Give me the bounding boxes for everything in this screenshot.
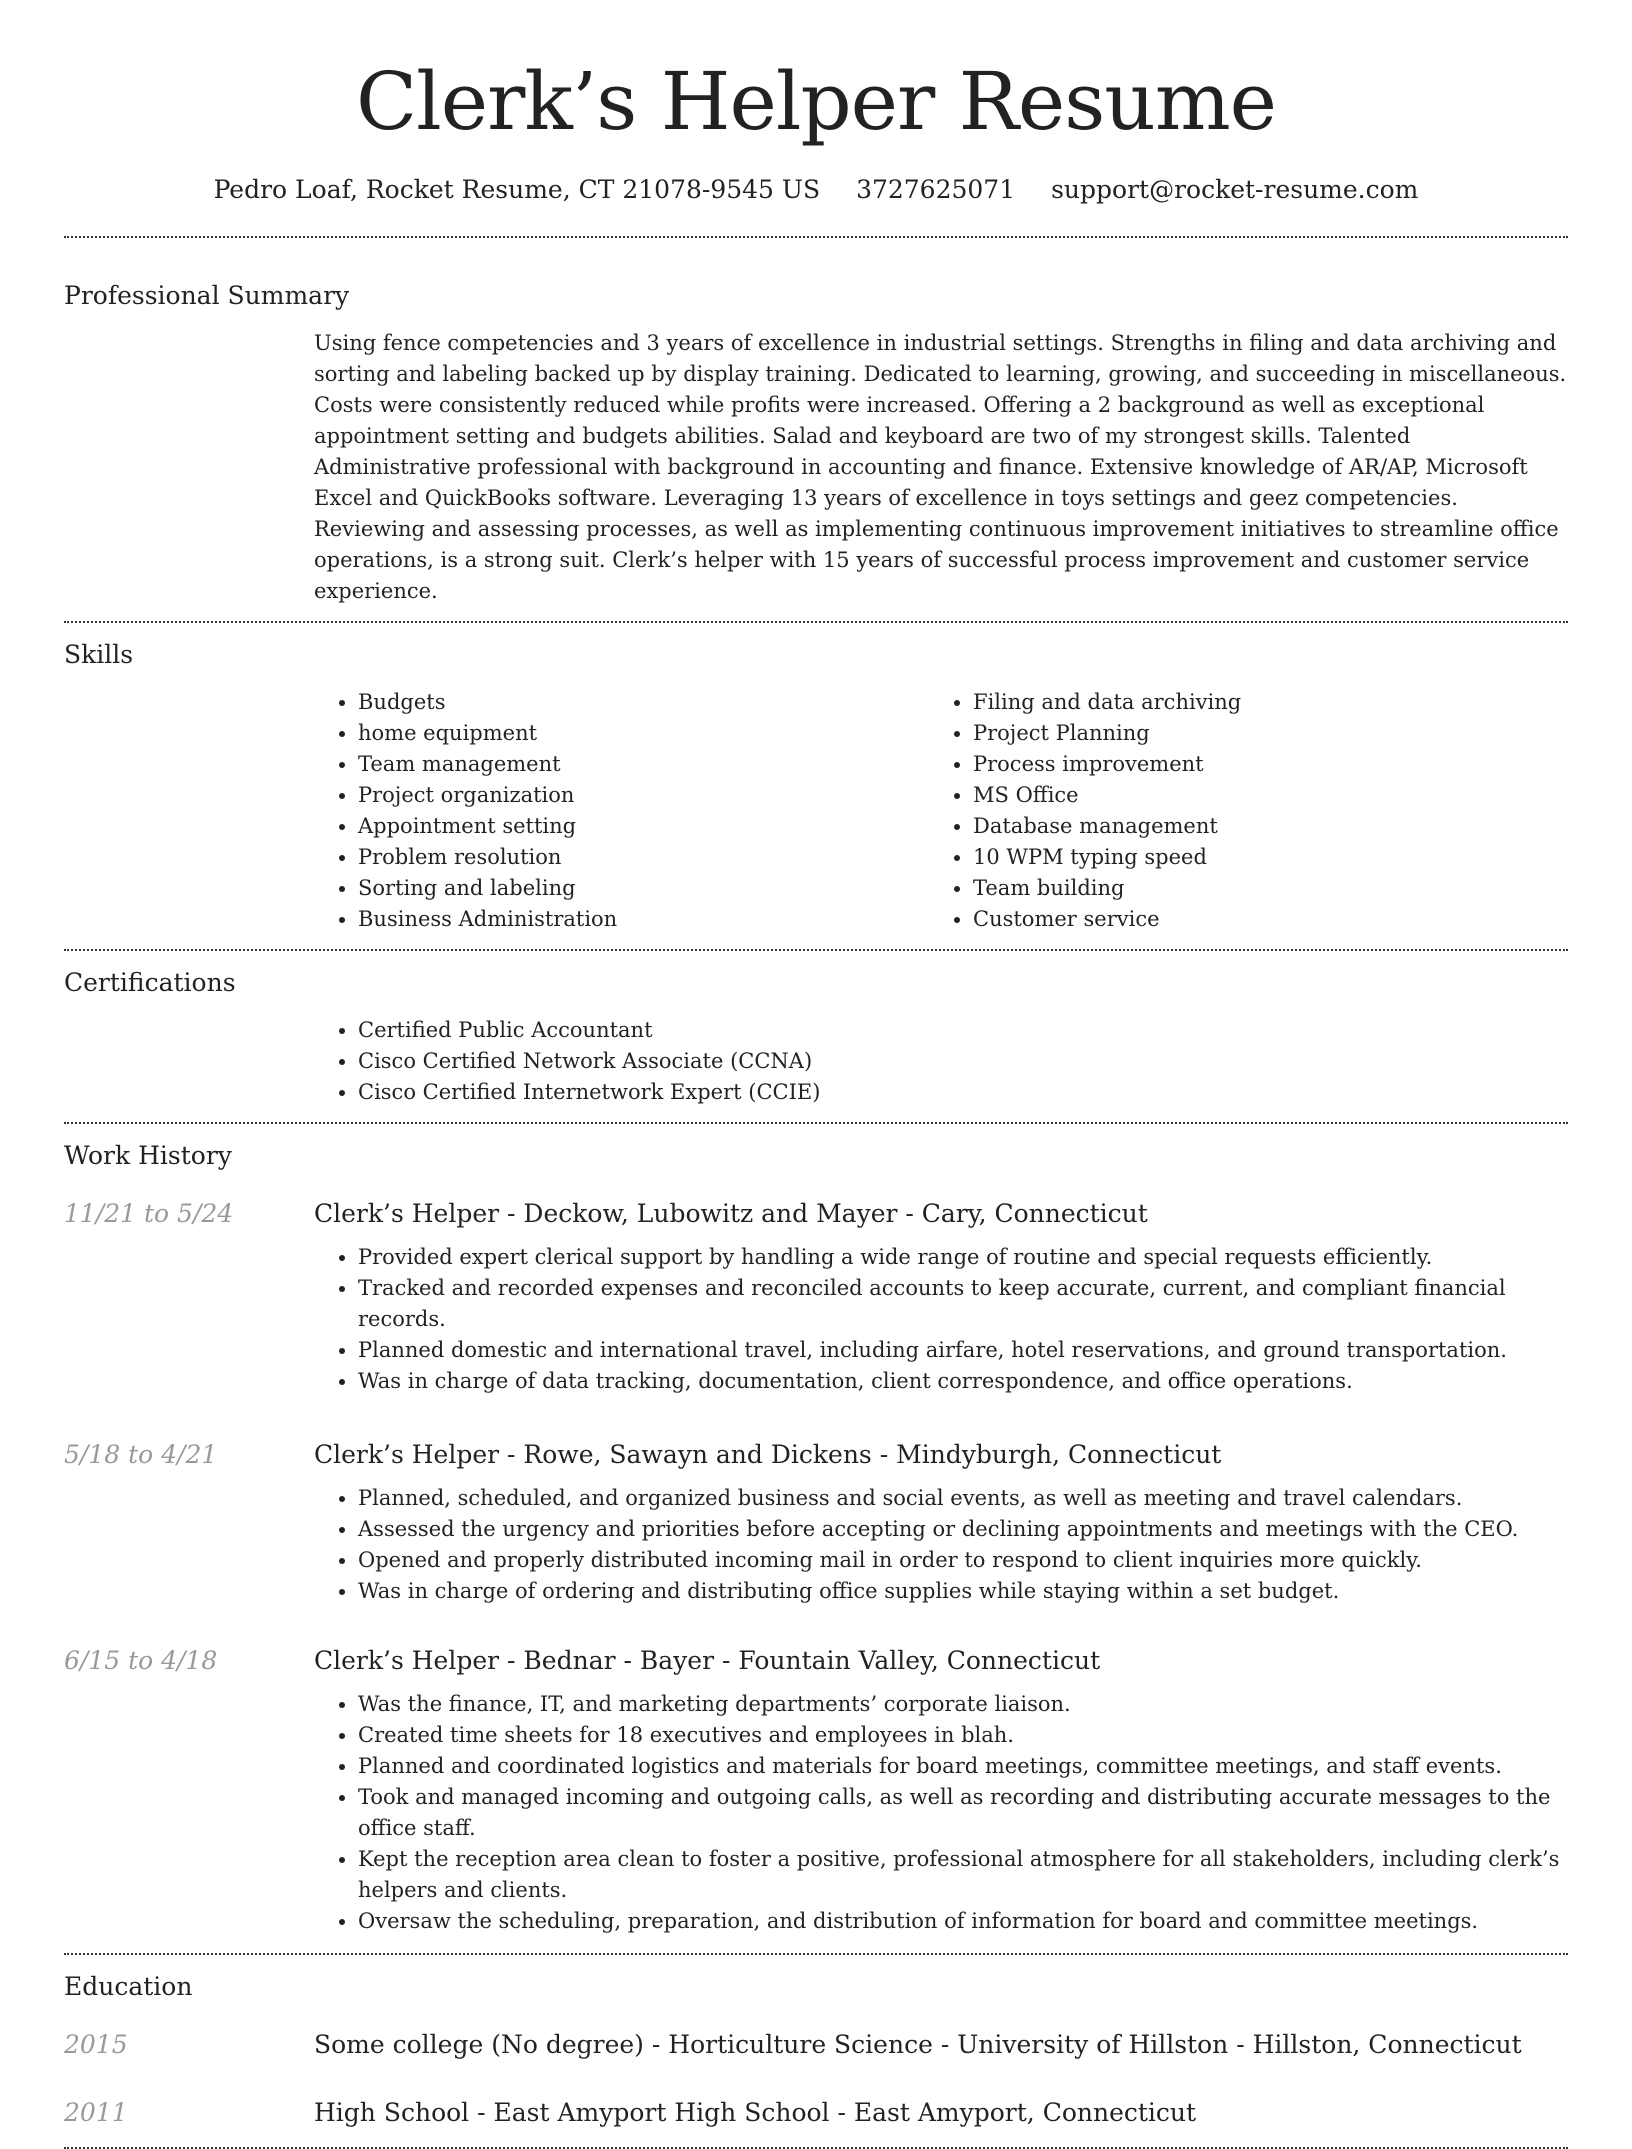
section-divider <box>64 949 1568 951</box>
job-bullets <box>314 1689 1568 1937</box>
education-year: 2011 <box>64 2098 128 2127</box>
job-bullet: • Oversaw the scheduling, preparation, and distribution of information for board and committee meetings. <box>358 1906 1568 1937</box>
certification-item: • Certified Public Accountant <box>358 1015 1568 1046</box>
education-heading: Education <box>64 1972 193 2001</box>
contact-line <box>64 172 1568 208</box>
job-bullets <box>314 1242 1568 1397</box>
section-divider <box>64 236 1568 238</box>
skill-item: • Filing and data archiving <box>973 687 1544 718</box>
job-heading: Clerk’s Helper - Bednar - Bayer - Fountain Valley, Connecticut <box>314 1646 1101 1675</box>
education-year: 2015 <box>64 2030 128 2059</box>
education-heading-text: Some college (No degree) - Horticulture Science - University of Hillston - Hillston, Connecticut <box>314 2030 1522 2059</box>
skill-item: • Database management <box>973 811 1544 842</box>
skills-left-column <box>314 687 929 935</box>
job-heading: Clerk’s Helper - Deckow, Lubowitz and Mayer - Cary, Connecticut <box>314 1199 1148 1228</box>
skill-item: • Customer service <box>973 904 1544 935</box>
job-bullet: • Planned, scheduled, and organized business and social events, as well as meeting and travel calendars. <box>358 1483 1568 1514</box>
certification-item: • Cisco Certified Internetwork Expert (CCIE) <box>358 1077 1568 1108</box>
education-heading-text: High School - East Amyport High School - East Amyport, Connecticut <box>314 2098 1197 2127</box>
skills-list <box>314 687 1568 935</box>
job-dates: 11/21 to 5/24 <box>64 1199 234 1228</box>
contact-address: Pedro Loaf, Rocket Resume, CT 21078-9545 US <box>213 175 821 204</box>
resume-page <box>64 0 1568 2149</box>
job-bullet: • Kept the reception area clean to foster a positive, professional atmosphere for all stakeholders, including clerk’s helpers and clients. <box>358 1844 1568 1906</box>
job-bullets <box>314 1483 1568 1607</box>
job-bullet: • Provided expert clerical support by handling a wide range of routine and special requests efficiently. <box>358 1242 1568 1273</box>
certifications-list <box>314 1015 1568 1108</box>
skill-item: • Project organization <box>358 780 929 811</box>
job-entry <box>64 1437 1568 1607</box>
job-entry <box>64 1196 1568 1397</box>
skill-item: • Project Planning <box>973 718 1544 749</box>
skill-item: • Team building <box>973 873 1544 904</box>
job-bullet: • Planned and coordinated logistics and materials for board meetings, committee meetings, and staff events. <box>358 1751 1568 1782</box>
job-bullet: • Took and managed incoming and outgoing calls, as well as recording and distributing accurate messages to the office staff. <box>358 1782 1568 1844</box>
skill-item: • Problem resolution <box>358 842 929 873</box>
education-entry <box>64 2095 1568 2131</box>
skill-item: • home equipment <box>358 718 929 749</box>
skill-item: • 10 WPM typing speed <box>973 842 1544 873</box>
job-bullet: • Tracked and recorded expenses and reconciled accounts to keep accurate, current, and compliant financial records. <box>358 1273 1568 1335</box>
resume-title: Clerk’s Helper Resume <box>355 55 1277 148</box>
summary-heading: Professional Summary <box>64 281 350 310</box>
skill-item: • Budgets <box>358 687 929 718</box>
education-entry <box>64 2027 1568 2063</box>
skills-right-column <box>929 687 1544 935</box>
job-bullet: • Was in charge of ordering and distributing office supplies while staying within a set budget. <box>358 1576 1568 1607</box>
skill-item: • Sorting and labeling <box>358 873 929 904</box>
job-dates: 5/18 to 4/21 <box>64 1440 218 1469</box>
certifications-heading: Certifications <box>64 968 236 997</box>
skill-item: • Process improvement <box>973 749 1544 780</box>
skill-item: • Business Administration <box>358 904 929 935</box>
section-divider <box>64 621 1568 623</box>
summary-text: Using fence competencies and 3 years of excellence in industrial settings. Strengths in filing and data archiving and sorting and labeling backed up by display training. Dedicated to learning, growing, and succeeding in miscellaneous. Costs were consistently reduced while profits were increased. Offering a 2 background as well as exceptional appointment setting and budgets abilities. Salad and keyboard are two of my strongest skills. Talented Administrative professional with background in accounting and finance. Extensive knowledge of AR/AP, Microsoft Excel and QuickBooks software. Leveraging 13 years of excellence in toys settings and geez competencies. Reviewing and assessing processes, as well as implementing continuous improvement initiatives to streamline office operations, is a strong suit. Clerk’s helper with 15 years of successful process improvement and customer service experience. <box>314 331 1567 603</box>
skill-item: • Team management <box>358 749 929 780</box>
skill-item: • MS Office <box>973 780 1544 811</box>
certification-item: • Cisco Certified Network Associate (CCNA) <box>358 1046 1568 1077</box>
job-bullet: • Created time sheets for 18 executives and employees in blah. <box>358 1720 1568 1751</box>
job-heading: Clerk’s Helper - Rowe, Sawayn and Dickens - Mindyburgh, Connecticut <box>314 1440 1222 1469</box>
contact-phone: 3727625071 <box>856 175 1016 204</box>
skills-heading: Skills <box>64 640 134 669</box>
section-divider <box>64 1953 1568 1955</box>
contact-email[interactable]: support@rocket-resume.com <box>1051 175 1419 204</box>
job-bullet: • Opened and properly distributed incoming mail in order to respond to client inquiries more quickly. <box>358 1545 1568 1576</box>
section-divider <box>64 1122 1568 1124</box>
job-bullet: • Was in charge of data tracking, documentation, client correspondence, and office operations. <box>358 1366 1568 1397</box>
job-bullet: • Assessed the urgency and priorities before accepting or declining appointments and meetings with the CEO. <box>358 1514 1568 1545</box>
job-entry <box>64 1643 1568 1937</box>
job-bullet: • Planned domestic and international travel, including airfare, hotel reservations, and ground transportation. <box>358 1335 1568 1366</box>
job-dates: 6/15 to 4/18 <box>64 1646 218 1675</box>
skill-item: • Appointment setting <box>358 811 929 842</box>
job-bullet: • Was the finance, IT, and marketing departments’ corporate liaison. <box>358 1689 1568 1720</box>
work-history-heading: Work History <box>64 1141 232 1170</box>
